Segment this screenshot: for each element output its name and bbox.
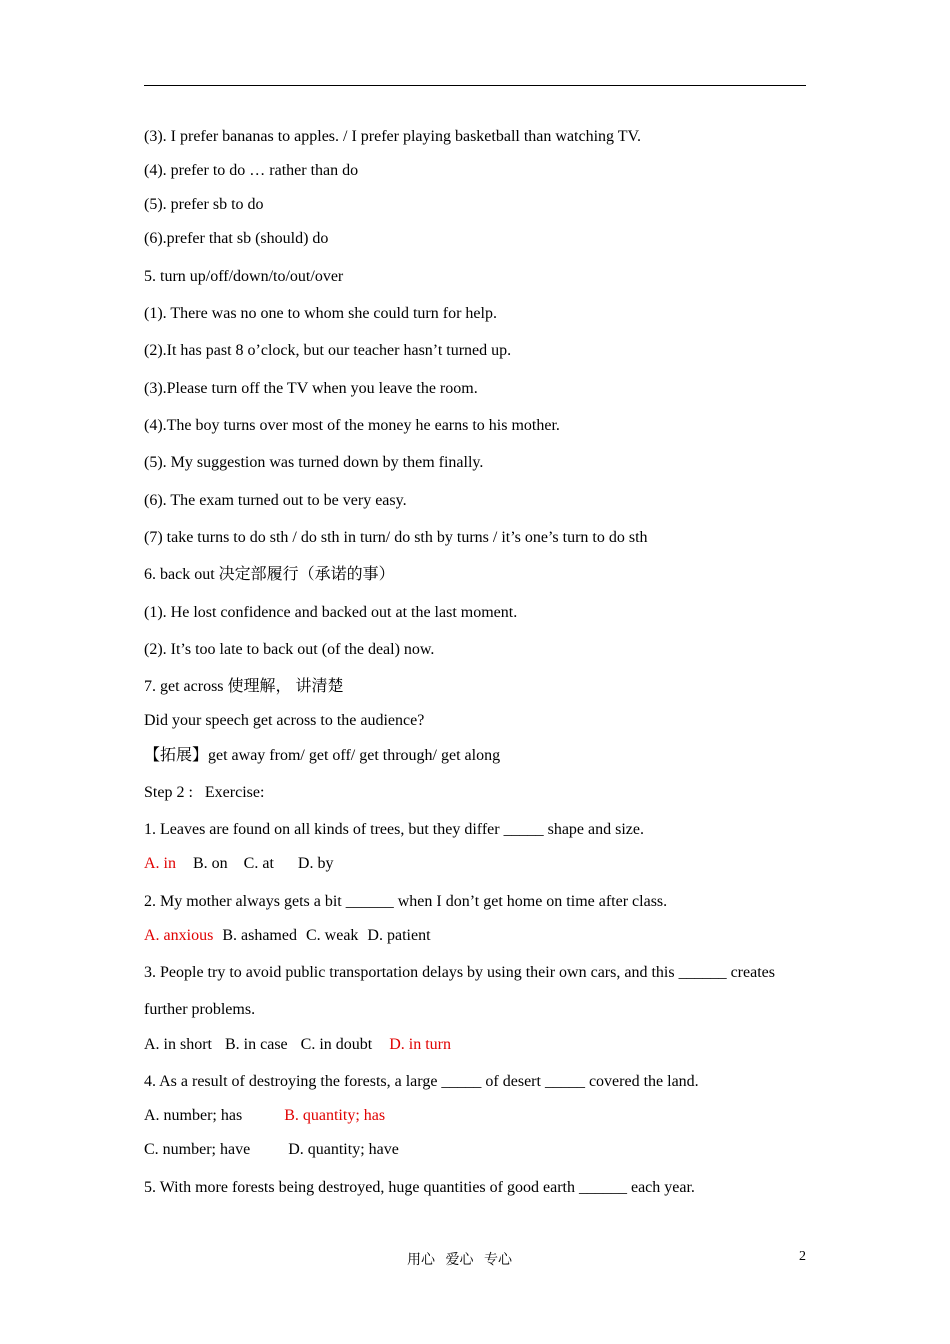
option-a-answer: A. in bbox=[144, 855, 176, 872]
question-3-continued: further problems. bbox=[144, 1001, 256, 1018]
option-c: C. weak bbox=[305, 927, 359, 944]
text-line: (2).It has past 8 o’clock, but our teacher hasn’t turned up. bbox=[144, 342, 512, 359]
question-4-options-row1 bbox=[144, 1106, 385, 1126]
option-c: C. number; have bbox=[144, 1141, 251, 1158]
text-line: (3). I prefer bananas to apples. / I prefer playing basketball than watching TV. bbox=[144, 128, 642, 145]
question-3: 3. People try to avoid public transportation delays by using their own cars, and this ______ creates bbox=[144, 964, 775, 981]
text-line: (5). My suggestion was turned down by them finally. bbox=[144, 454, 484, 471]
option-c: C. in doubt bbox=[300, 1036, 373, 1053]
question-2: 2. My mother always gets a bit ______ when I don’t get home on time after class. bbox=[144, 893, 668, 910]
option-b: B. in case bbox=[225, 1036, 288, 1053]
text-line: (2). It’s too late to back out (of the deal) now. bbox=[144, 641, 435, 658]
option-a-answer: A. anxious bbox=[144, 927, 214, 944]
text-line: (1). He lost confidence and backed out at the last moment. bbox=[144, 604, 518, 621]
option-d: D. quantity; have bbox=[288, 1141, 399, 1158]
question-3-options bbox=[144, 1035, 451, 1055]
text-line: (5). prefer sb to do bbox=[144, 196, 264, 213]
text-line: (4).The boy turns over most of the money he earns to his mother. bbox=[144, 417, 560, 434]
section-heading: 7. get across 使理解， 讲清楚 bbox=[144, 678, 344, 695]
question-1: 1. Leaves are found on all kinds of trees, but they differ _____ shape and size. bbox=[144, 821, 644, 838]
option-a: A. in short bbox=[144, 1036, 212, 1053]
question-2-options bbox=[144, 926, 431, 946]
option-d: D. by bbox=[297, 855, 334, 872]
option-b: B. ashamed bbox=[222, 927, 297, 944]
option-d: D. patient bbox=[367, 927, 431, 944]
text-line: (7) take turns to do sth / do sth in turn/ do sth by turns / it’s one’s turn to do sth bbox=[144, 529, 648, 546]
text-line: 【拓展】get away from/ get off/ get through/ get along bbox=[144, 747, 501, 764]
option-d-answer: D. in turn bbox=[389, 1036, 451, 1053]
question-5: 5. With more forests being destroyed, huge quantities of good earth ______ each year. bbox=[144, 1179, 695, 1196]
option-b-answer: B. quantity; has bbox=[284, 1107, 386, 1124]
text-line: (6). The exam turned out to be very easy. bbox=[144, 492, 407, 509]
footer-motto: 用心 爱心 专心 bbox=[407, 1253, 512, 1268]
option-a: A. number; has bbox=[144, 1107, 243, 1124]
text-line: (3).Please turn off the TV when you leave the room. bbox=[144, 380, 478, 397]
question-1-options bbox=[144, 854, 333, 874]
text-line: Did your speech get across to the audience? bbox=[144, 712, 425, 729]
option-b: B. on bbox=[193, 855, 228, 872]
question-4-options-row2 bbox=[144, 1140, 399, 1160]
page-number: 2 bbox=[799, 1249, 806, 1264]
section-heading: 5. turn up/off/down/to/out/over bbox=[144, 268, 344, 285]
text-line: (1). There was no one to whom she could turn for help. bbox=[144, 305, 497, 322]
section-heading: Step 2 : Exercise: bbox=[144, 784, 265, 801]
option-c: C. at bbox=[243, 855, 274, 872]
text-line: (4). prefer to do … rather than do bbox=[144, 162, 359, 179]
text-line: (6).prefer that sb (should) do bbox=[144, 230, 329, 247]
header-rule bbox=[144, 85, 806, 86]
section-heading: 6. back out 决定部履行（承诺的事） bbox=[144, 566, 395, 583]
question-4: 4. As a result of destroying the forests, a large _____ of desert _____ covered the land. bbox=[144, 1073, 699, 1090]
